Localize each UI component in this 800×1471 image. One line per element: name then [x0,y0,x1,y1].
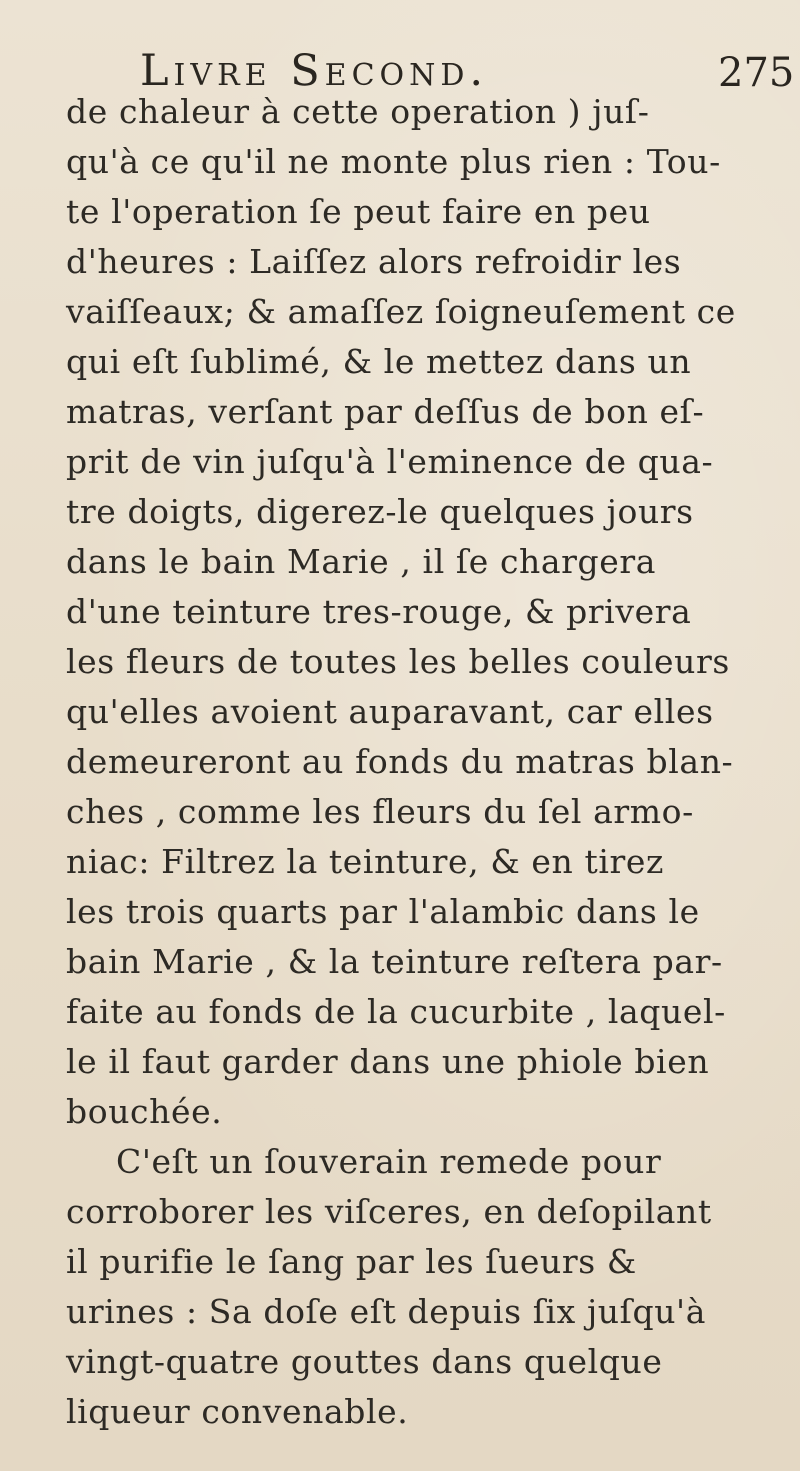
text-line: les fleurs de toutes les belles couleurs [66,642,730,681]
text-line: bain Marie , & la teinture reſtera par- [66,942,723,981]
text-line: liqueur convenable. [66,1392,409,1431]
text-line: tre doigts, digerez-le quelques jours [66,492,694,531]
text-line: il purifie le ſang par les ſueurs & [66,1242,637,1281]
text-line: demeureront au fonds du matras blan- [66,742,734,781]
text-line: prit de vin juſqu'à l'eminence de qua- [66,442,714,481]
text-line: d'heures : Laiſſez alors refroidir les [66,242,682,281]
page-number: 275 [718,50,795,96]
text-line: te l'operation ſe peut faire en peu [66,192,651,231]
text-line: de chaleur à cette operation ) juſ- [66,92,650,131]
text-line: ches , comme les fleurs du ſel armo- [66,792,694,831]
text-line: corroborer les viſceres, en deſopilant [66,1192,712,1231]
text-line: dans le bain Marie , il ſe chargera [66,542,657,581]
text-line: vingt-quatre gouttes dans quelque [66,1342,663,1381]
text-line: urines : Sa doſe eſt depuis ſix juſqu'à [66,1292,706,1331]
page-header [0,40,800,100]
running-title: Livre Second. [140,46,489,96]
text-line: qu'à ce qu'il ne monte plus rien : Tou- [66,142,721,181]
text-line: faite au fonds de la cucurbite , laquel- [66,992,726,1031]
text-line: les trois quarts par l'alambic dans le [66,892,700,931]
text-line: qu'elles avoient auparavant, car elles [66,692,714,731]
text-line: le il faut garder dans une phiole bien [66,1042,710,1081]
text-line: C'eſt un ſouverain remede pour [116,1142,662,1181]
text-line: matras, verſant par deſſus de bon eſ- [66,392,705,431]
text-line: d'une teinture tres-rouge, & privera [66,592,692,631]
text-line: bouchée. [66,1092,223,1131]
text-line: qui eſt ſublimé, & le mettez dans un [66,342,692,381]
text-line: niac: Filtrez la teinture, & en tirez [66,842,664,881]
text-line: vaiſſeaux; & amaſſez ſoigneuſement ce [66,292,736,331]
